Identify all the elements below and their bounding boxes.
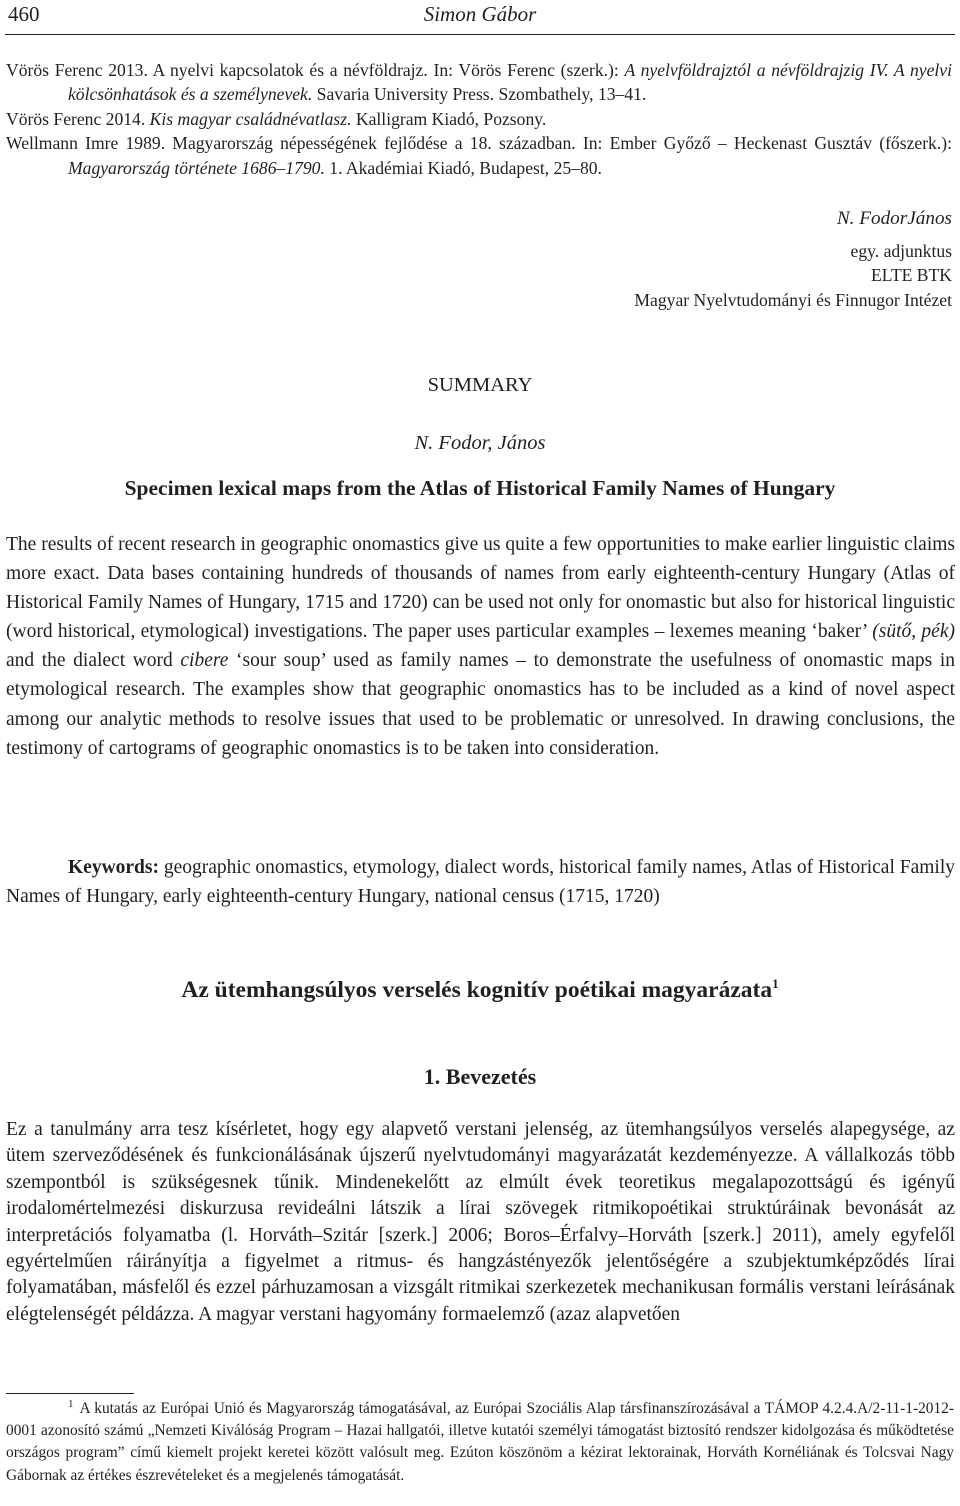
page-number: 460 <box>8 2 40 26</box>
summary-text: ‘sour soup’ used as family names – to demonstrate the usefulness of onomastic maps in etymological research. The examples show that geographic onomastics has to be included as a kind of novel aspect among our analytic methods to resolve issues that used to be problematic or unresolved. In drawing conclusions, the testimony of cartograms of geographic onomastics is to be taken into consideration. <box>6 650 955 759</box>
keywords-text: geographic onomastics, etymology, dialect words, historical family names, Atlas of Historical Family Names of Hungary, early eighteenth-century Hungary, national census (1715, 1720) <box>6 857 955 907</box>
running-head: Simon Gábor <box>423 2 537 26</box>
reference-text: Vörös Ferenc 2014. <box>6 108 150 129</box>
summary-heading: SUMMARY <box>427 374 533 396</box>
article-title-text: Az ütemhangsúlyos verselés kognitív poétikai magyarázata <box>181 977 773 1003</box>
summary-italic: cibere <box>180 650 229 672</box>
footnote <box>6 1393 954 1487</box>
article-body: Ez a tanulmány arra tesz kísérletet, hogy egy alapvető verstani jelenség, az ütemhangsúlyos verselés alapegysége, az ütem szerveződésének és funkcionálásának újszerű nyelvtudományi magyarázatát kezdeményezze. A vállalkozás több szempontból is szükségesnek tűnik. Mindenekelőtt az elmúlt évek teoretikus megalapozottságú és igényű irodalomértelmezési diskurzusa revideálni látszik a lírai szövegek ritmikopoétikai struktúráinak bevonását az interpretációs folyamatba (l. Horváth–Szitár [szerk.] 2006; Boros–Érfalvy–Horváth [szerk.] 2011), amely egyfelől egyértelműen ráirányítja a figyelmet a ritmus- és hangzástényezők jelentőségére a szubjektumképződés lírai folyamatában, másfelől és ezzel párhuzamosan a vizsgált ritmikai szerkezetek mechanikusan formális verstani leírásának elégtelenségét példázza. A magyar verstani hagyomány formaelemző (azaz alapvetően <box>6 1119 955 1325</box>
footnote-text: A kutatás az Európai Unió és Magyarország támogatásával, az Európai Szociális Alap társfinanszírozásával a TÁMOP 4.2.4.A/2-11-1-2012-0001 azonosító számú „Nemzeti Kiválóság Program – Hazai hallgatói, illetve kutatói személyi támogatást biztosító rendszer kidolgozása és működtetése országos program” című kiemelt projekt keretei között valósult meg. Ezúton köszönöm a kézirat lektorainak, Horváth Kornéliának és Tolcsvai Nagy Gábornak az értékes észrevételeket és a megjelenés támogatását. <box>6 1400 954 1484</box>
reference-publisher: Kalligram Kiadó, Pozsony. <box>351 108 547 129</box>
summary-body <box>6 530 955 763</box>
summary-text: and the dialect word <box>6 650 181 672</box>
keywords-label: Keywords: <box>68 857 159 878</box>
reference-title: A nyelvföldrajztól a névföldrajzig IV. A nyelvi kölcsönhatások és a személynevek. <box>68 60 952 105</box>
author-name: N. FodorJános <box>836 208 952 229</box>
reference-text: Wellmann Imre 1989. Magyarország népességének fejlődése a 18. században. In: Ember Győző – Heckenast Gusztáv (főszerk.): <box>6 133 952 154</box>
summary-author: N. Fodor, János <box>414 432 546 454</box>
author-signature <box>452 206 952 312</box>
footnote-mark: 1 <box>68 1398 74 1410</box>
author-position: egy. adjunktus <box>850 241 952 261</box>
reference-publisher: Savaria University Press. Szombathely, 13–41. <box>312 84 647 105</box>
header-rule <box>5 34 955 35</box>
reference-title: Magyarország története 1686–1790. <box>68 157 325 178</box>
keywords <box>6 853 955 911</box>
author-faculty: ELTE BTK <box>871 265 952 286</box>
reference-text: Vörös Ferenc 2013. A nyelvi kapcsolatok és a névföldrajz. In: Vörös Ferenc (szerk.): <box>6 60 625 80</box>
page-header <box>0 0 960 36</box>
summary-text: The results of recent research in geographic onomastics give us quite a few opportunities to make earlier linguistic claims more exact. Data bases containing hundreds of thousands of names from early eighteenth-century Hungary (Atlas of Historical Family Names of Hungary, 1715 and 1720) can be used not only for onomastic but also for historical linguistic (word historical, etymological) investigations. The paper uses particular examples – lexemes meaning ‘baker’ <box>6 534 955 643</box>
footnote-reference: 1 <box>772 976 779 991</box>
reference-item <box>6 58 952 107</box>
section-heading: 1. Bevezetés <box>423 1064 537 1089</box>
article-title <box>0 968 960 1006</box>
reference-publisher: 1. Akadémiai Kiadó, Budapest, 25–80. <box>324 157 602 178</box>
reference-item <box>6 107 952 131</box>
reference-item <box>6 131 952 180</box>
reference-title: Kis magyar családnévatlasz. <box>149 108 352 129</box>
author-institute: Magyar Nyelvtudományi és Finnugor Intézet <box>634 289 952 310</box>
summary-italic: (sütő, pék) <box>872 621 955 643</box>
reference-list <box>6 58 952 180</box>
summary-title: Specimen lexical maps from the Atlas of Historical Family Names of Hungary <box>124 476 836 500</box>
